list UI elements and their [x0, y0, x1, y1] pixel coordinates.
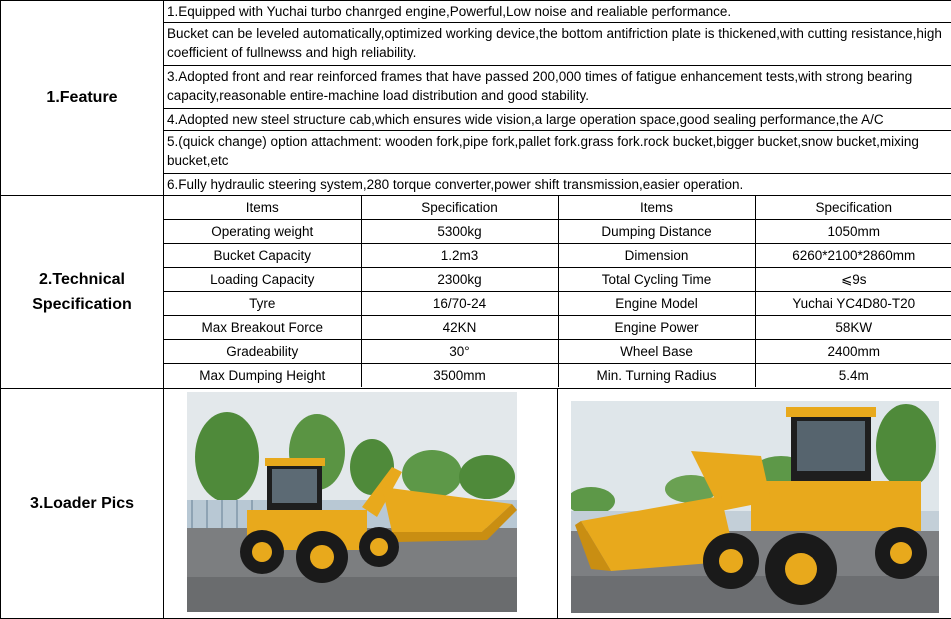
spec-row — [164, 220, 951, 244]
feature-heading: 1.Feature — [1, 1, 164, 196]
spec-item: Engine Power — [558, 316, 755, 340]
loader-photo-cell-1 — [164, 389, 558, 619]
feature-item: 1.Equipped with Yuchai turbo chanrged engine,Powerful,Low noise and realiable performance. — [164, 1, 951, 23]
spec-value: Yuchai YC4D80-T20 — [755, 292, 951, 316]
spec-item: Max Dumping Height — [164, 364, 361, 388]
spec-value: 1050mm — [755, 220, 951, 244]
loader-photo-1 — [187, 392, 517, 612]
spec-col-header: Specification — [755, 196, 951, 220]
spec-col-header: Items — [558, 196, 755, 220]
spec-value: 42KN — [361, 316, 558, 340]
spec-value: 58KW — [755, 316, 951, 340]
spec-header-row — [164, 196, 951, 220]
spec-table-cell — [164, 196, 951, 389]
spec-table — [164, 196, 951, 387]
spec-section — [1, 196, 951, 389]
feature-item: Bucket can be leveled automatically,optimized working device,the bottom antifriction plate is thickened,with cutting resistance,high coefficient of fullnewss and high reliability. — [164, 23, 951, 66]
spec-item: Dumping Distance — [558, 220, 755, 244]
spec-item: Min. Turning Radius — [558, 364, 755, 388]
spec-item: Total Cycling Time — [558, 268, 755, 292]
spec-row — [164, 268, 951, 292]
spec-value: 2400mm — [755, 340, 951, 364]
spec-value: 30° — [361, 340, 558, 364]
spec-row — [164, 244, 951, 268]
spec-heading-line1: 2.Technical — [39, 271, 125, 288]
spec-row — [164, 292, 951, 316]
spec-col-header: Specification — [361, 196, 558, 220]
spec-item: Gradeability — [164, 340, 361, 364]
feature-item: 4.Adopted new steel structure cab,which ensures wide vision,a large operation space,good sealing performance,the A/C — [164, 109, 951, 131]
loader-photo-cell-2 — [558, 389, 951, 619]
spec-value: 5300kg — [361, 220, 558, 244]
feature-item: 6.Fully hydraulic steering system,280 torque converter,power shift transmission,easier operation. — [164, 174, 951, 195]
spec-value: 6260*2100*2860mm — [755, 244, 951, 268]
feature-item: 5.(quick change) option attachment: wooden fork,pipe fork,pallet fork.grass fork.rock bucket,bigger bucket,snow bucket,mixing bucket,etc — [164, 131, 951, 174]
spec-value: ⩽9s — [755, 268, 951, 292]
spec-value: 1.2m3 — [361, 244, 558, 268]
spec-heading-line2: Specification — [32, 296, 132, 313]
feature-section — [1, 1, 951, 196]
spec-item: Dimension — [558, 244, 755, 268]
spec-item: Tyre — [164, 292, 361, 316]
spec-item: Operating weight — [164, 220, 361, 244]
spec-item: Bucket Capacity — [164, 244, 361, 268]
feature-list — [164, 1, 951, 196]
spec-value: 2300kg — [361, 268, 558, 292]
spec-value: 5.4m — [755, 364, 951, 388]
spec-row — [164, 364, 951, 388]
feature-item: 3.Adopted front and rear reinforced frames that have passed 200,000 times of fatigue enhancement tests,with strong bearing capacity,reasonable entire-machine load distribution and good stability. — [164, 66, 951, 109]
spec-value: 16/70-24 — [361, 292, 558, 316]
spec-heading — [1, 196, 164, 389]
loader-photo-2 — [571, 401, 939, 613]
pics-heading: 3.Loader Pics — [1, 389, 164, 619]
spec-row — [164, 340, 951, 364]
spec-item: Wheel Base — [558, 340, 755, 364]
spec-item: Max Breakout Force — [164, 316, 361, 340]
pics-section — [1, 389, 951, 619]
spec-row — [164, 316, 951, 340]
spec-value: 3500mm — [361, 364, 558, 388]
spec-item: Loading Capacity — [164, 268, 361, 292]
spec-col-header: Items — [164, 196, 361, 220]
spec-item: Engine Model — [558, 292, 755, 316]
